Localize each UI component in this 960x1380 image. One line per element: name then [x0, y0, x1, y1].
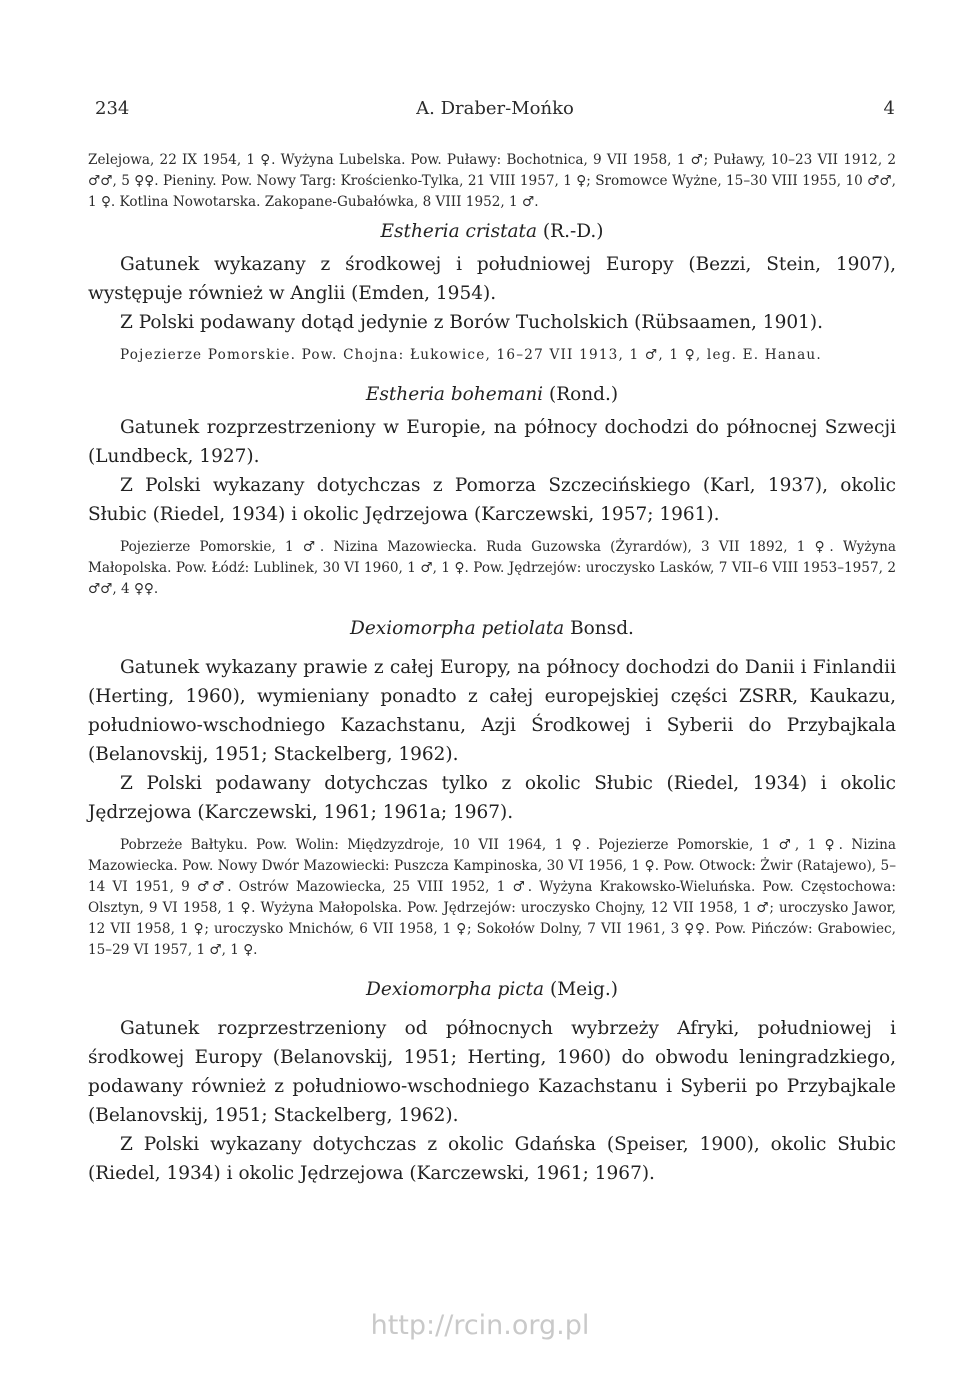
species-heading [88, 221, 896, 242]
distribution-paragraph: Gatunek wykazany prawie z całej Europy, na północy dochodzi do Danii i Finlandii (Herting, 1960), wymieniany ponadto z całej europejskiej części ZSRR, Kaukazu, południowo-wschodniego Kazachstanu, Azji Środkowej i Syberii do Przybajkala (Belanovskij, 1951; Stackelberg, 1962). [88, 657, 896, 765]
poland-paragraph: Z Polski wykazany dotychczas z Pomorza Szczecińskiego (Karl, 1937), okolic Słubic (Riedel, 1934) i okolic Jędrzejowa (Karczewski, 1957; 1961). [88, 475, 896, 525]
distribution-paragraph: Gatunek rozprzestrzeniony w Europie, na północy dochodzi do północnej Szwecji (Lundbeck, 1927). [88, 417, 896, 467]
running-author: A. Draber-Mońko [416, 98, 574, 119]
poland-paragraph: Z Polski podawany dotąd jedynie z Borów Tucholskich (Rübsaamen, 1901). [120, 312, 823, 333]
poland-paragraph: Z Polski podawany dotychczas tylko z okolic Słubic (Riedel, 1934) i okolic Jędrzejowa (Karczewski, 1961; 1961a; 1967). [88, 773, 896, 823]
page-number: 234 [95, 98, 130, 119]
section-number: 4 [883, 98, 895, 119]
distribution-paragraph: Gatunek wykazany z środkowej i południowej Europy (Bezzi, Stein, 1907), występuje również w Anglii (Emden, 1954). [88, 254, 896, 304]
poland-paragraph: Z Polski wykazany dotychczas z okolic Gdańska (Speiser, 1900), okolic Słubic (Riedel, 1934) i okolic Jędrzejowa (Karczewski, 1961; 1967). [88, 1134, 896, 1184]
distribution-paragraph: Gatunek rozprzestrzeniony od północnych wybrzeży Afryki, południowej i środkowej Europy (Belanovskij, 1951; Herting, 1960) do obwodu leningradzkiego, podawany również z południowo-wschodniego Kazachstanu i Syberii po Przybajkale (Belanovskij, 1951; Stackelberg, 1962). [88, 1018, 896, 1126]
main-text [88, 150, 896, 1188]
species-name: Estheria cristata [380, 221, 538, 242]
species-heading [88, 618, 896, 639]
species-heading [88, 384, 896, 405]
species-author: (R.-D.) [542, 221, 604, 242]
running-header [95, 98, 895, 128]
species-name: Dexiomorpha picta [366, 979, 545, 1000]
species-author: (Meig.) [549, 979, 618, 1000]
material-records: Pojezierze Pomorskie. Pow. Chojna: Łukowice, 16–27 VII 1913, 1 ♂, 1 ♀, leg. E. Hanau. [120, 347, 822, 363]
species-author: Bonsd. [570, 618, 634, 639]
material-records: Pojezierze Pomorskie, 1 ♂. Nizina Mazowiecka. Ruda Guzowska (Żyrardów), 3 VII 1892, 1 ♀. Wyżyna Małopolska. Pow. Łódź: Lublinek, 30 VI 1960, 1 ♂, 1 ♀. Pow. Jędrzejów: uroczysko Lasków, 7 VII–6 VIII 1953–1957, 2 ♂♂, 4 ♀♀. [88, 539, 896, 597]
records-continued: Zelejowa, 22 IX 1954, 1 ♀. Wyżyna Lubelska. Pow. Puławy: Bochotnica, 9 VII 1958, 1 ♂; Puławy, 10–23 VII 1912, 2 ♂♂, 5 ♀♀. Pieniny. Pow. Nowy Targ: Krościenko-Tylka, 21 VIII 1957, 1 ♀; Sromowce Wyżne, 15–30 VIII 1955, 10 ♂♂, 1 ♀. Kotlina Nowotarska. Zakopane-Gubałówka, 8 VIII 1952, 1 ♂. [88, 152, 896, 210]
species-name: Estheria bohemani [365, 384, 544, 405]
watermark-url: http://rcin.org.pl [370, 1310, 590, 1341]
species-author: (Rond.) [548, 384, 619, 405]
material-records: Pobrzeże Bałtyku. Pow. Wolin: Międzyzdroje, 10 VII 1964, 1 ♀. Pojezierze Pomorskie, 1 ♂, 1 ♀. Nizina Mazowiecka. Pow. Nowy Dwór Mazowiecki: Puszcza Kampinoska, 30 VI 1956, 1 ♀. Pow. Otwock: Żwir (Ratajewo), 5–14 VI 1951, 9 ♂♂. Ostrów Mazowiecka, 25 VIII 1952, 1 ♂. Wyżyna Krakowsko-Wieluńska. Pow. Częstochowa: Olsztyn, 9 VI 1958, 1 ♀. Wyżyna Małopolska. Pow. Jędrzejów: uroczysko Chojny, 12 VII 1958, 1 ♂; uroczysko Jawor, 12 VII 1958, 1 ♀; uroczysko Mnichów, 6 VII 1958, 1 ♀; Sokołów Dolny, 7 VII 1961, 3 ♀♀. Pow. Pińczów: Grabowiec, 15–29 VI 1957, 1 ♂, 1 ♀. [88, 837, 896, 958]
species-heading [88, 979, 896, 1000]
species-name: Dexiomorpha petiolata [350, 618, 565, 639]
